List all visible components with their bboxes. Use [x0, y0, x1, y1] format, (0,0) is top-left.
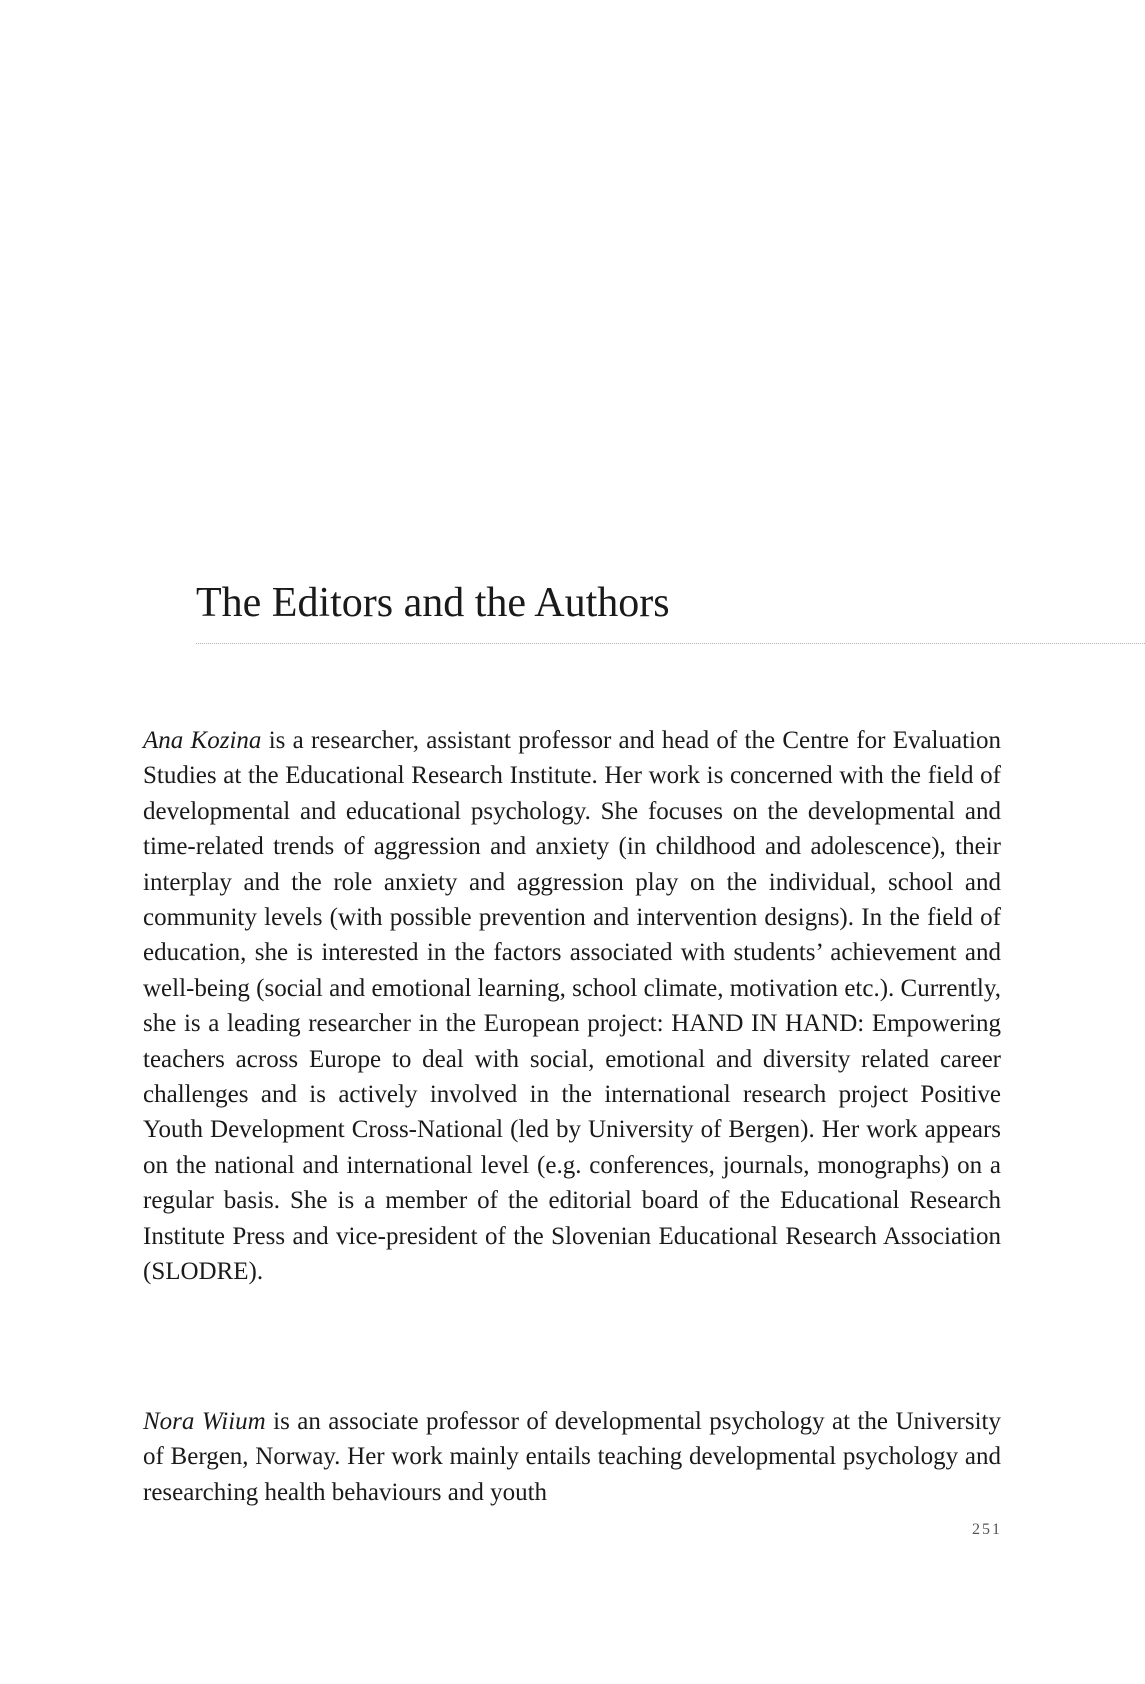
bio-paragraph-nora-wiium [143, 1404, 1001, 1510]
bio-paragraph-ana-kozina [143, 723, 1001, 1290]
bio-author-name: Ana Kozina [143, 727, 262, 754]
title-divider [196, 643, 1145, 644]
bio-text: is a researcher, assistant professor and head of the Centre for Evaluation Studies at the Educational Research Institute. Her work is concerned with the field of developmental and educational psychology. She focuses on the developmental and time-related trends of aggression and anxiety (in childhood and adolescence), their interplay and the role anxiety and aggression play on the individual, school and community levels (with possible prevention and intervention designs). In the field of education, she is interested in the factors associated with students’ achievement and well-being (social and emotional learning, school climate, motivation etc.). Currently, she is a leading researcher in the European project: HAND IN HAND: Empowering teachers across Europe to deal with social, emotional and diversity related career challenges and is actively involved in the international research project Positive Youth Development Cross-National (led by University of Bergen). Her work appears on the national and international level (e.g. conferences, journals, monographs) on a regular basis. She is a member of the editorial board of the Educational Research Institute Press and vice-president of the Slovenian Educational Research Association (SLODRE). [143, 727, 1001, 1286]
chapter-title: The Editors and the Authors [196, 580, 670, 626]
bio-text: is an associate professor of developmental psychology at the University of Bergen, Norway. Her work mainly entails teaching developmental psychology and researching health behaviours and youth [143, 1408, 1001, 1506]
bio-author-name: Nora Wiium [143, 1408, 266, 1435]
page-number: 251 [972, 1521, 1002, 1538]
